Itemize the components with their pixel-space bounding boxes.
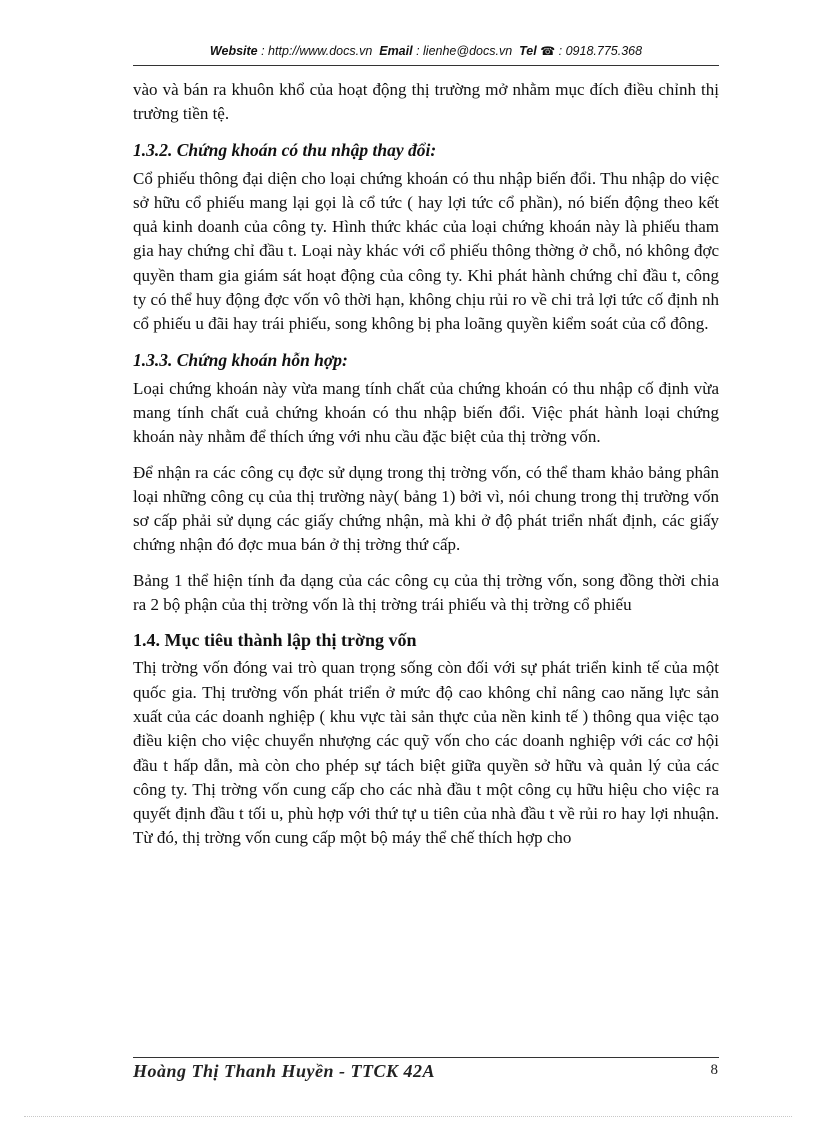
paragraph: vào và bán ra khuôn khổ của hoạt động thị trường mở nhằm mục đích điều chỉnh thị trường tiền tệ. <box>133 80 719 124</box>
email-value: : lienhe@docs.vn <box>416 44 513 58</box>
website-label: Website <box>209 44 258 58</box>
footer-divider <box>133 1057 719 1058</box>
page-edge <box>24 1116 792 1117</box>
paragraph: Để nhận ra các công cụ đợc sử dụng trong thị trờng vốn, có thể tham khảo bảng phân loại những công cụ của thị trường này( bảng 1) bởi vì, nói chung trong thị trường vốn sơ cấp phải sử dụng các giấy chứng nhận, mà khi ở độ phát triển nhất định, các giấy chứng nhận đó đợc mua bán ở thị trờng thứ cấp. <box>133 462 719 555</box>
paragraph: Cổ phiếu thông đại diện cho loại chứng khoán có thu nhập biến đổi. Thu nhập do việc sở hữu cổ phiếu mang lại gọi là cổ tức ( hay lợi tức cổ phần), nó biến động theo kết quả kinh doanh của công ty. Hình thức khác của loại chứng khoán này là phiếu tham gia hay chứng chỉ đầu t. Loại này khác với cổ phiếu thông thờng ở chỗ, nó không đợc quyền tham gia giám sát hoạt động của công ty. Khi phát hành chứng chỉ đầu t, công ty có thể huy động đợc vốn vô thời hạn, không chịu rủi ro về chi trả lợi tức cố định nh cổ phiếu u đãi hay trái phiếu, song không bị pha loãng quyền kiểm soát của cổ đông. <box>133 168 719 334</box>
paragraph: Loại chứng khoán này vừa mang tính chất của chứng khoán có thu nhập cố định vừa mang tính chất cuả chứng khoán có thu nhập biến đổi. Việc phát hành loại chứng khoán này nhằm để thích ứng với nhu cầu đặc biệt của thị trờng vốn. <box>133 378 719 447</box>
tel-label: Tel <box>519 44 537 58</box>
paragraph: Thị trờng vốn đóng vai trò quan trọng sống còn đối với sự phát triển kinh tế của một quốc gia. Thị trường vốn phát triển ở mức độ cao không chỉ nâng cao năng lực sản xuất của các doanh nghiệp ( khu vực tài sản thực của nền kinh tế ) thông qua việc tạo điều kiện cho việc chuyển nhượng các quỹ vốn cho các doanh nghiệp với các cơ hội đầu t hấp dẫn, mà còn cho phép sự tách biệt giữa quyền sở hữu và quản lý của các công ty. Thị trờng vốn cung cấp cho các nhà đầu t một công cụ hữu hiệu cho việc ra quyết định đầu t tối u, phù hợp với thứ tự u tiên của nhà đầu t về rủi ro hay lợi nhuận. Từ đó, thị trờng vốn cung cấp một bộ máy thể chế thích hợp cho <box>133 658 719 848</box>
tel-value: : 0918.775.368 <box>558 44 643 58</box>
footer-author: Hoàng Thị Thanh Huyền - TTCK 42A <box>133 1061 436 1081</box>
page-number: 8 <box>710 1062 718 1078</box>
section-heading-1-3-3: 1.3.3. Chứng khoán hỗn hợp: <box>133 349 348 370</box>
header-divider <box>133 65 719 66</box>
phone-icon: ☎ <box>540 44 556 58</box>
paragraph: Bảng 1 thể hiện tính đa dạng của các công cụ của thị trờng vốn, song đồng thời chia ra 2 bộ phận của thị trờng vốn là thị trờng trái phiếu và thị trờng cổ phiếu <box>133 570 719 615</box>
email-label: Email <box>379 44 413 58</box>
section-heading-1-4: 1.4. Mục tiêu thành lập thị trờng vốn <box>133 630 417 651</box>
document-body <box>133 78 719 862</box>
website-value: : http://www.docs.vn <box>261 44 373 58</box>
section-heading-1-3-2: 1.3.2. Chứng khoán có thu nhập thay đổi: <box>133 139 437 160</box>
page-header <box>133 44 719 58</box>
